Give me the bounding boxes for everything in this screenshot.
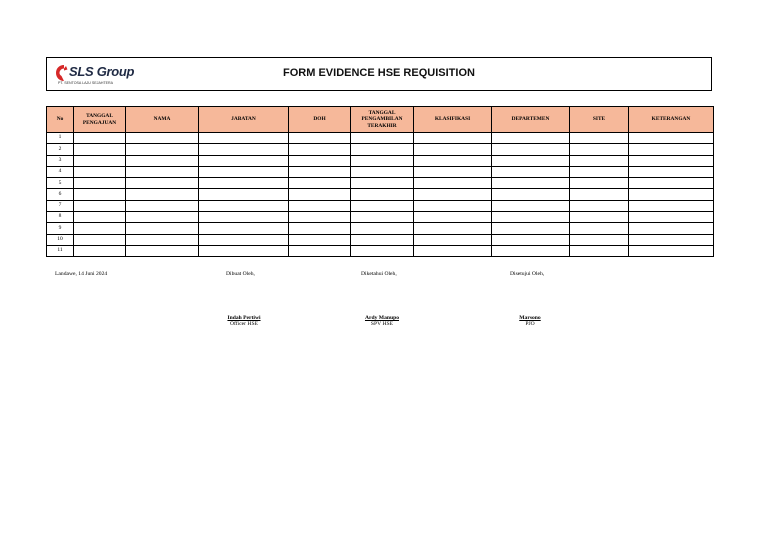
row-number: 5: [47, 178, 74, 189]
table-cell[interactable]: [74, 189, 126, 200]
table-cell[interactable]: [126, 155, 199, 166]
table-cell[interactable]: [199, 234, 289, 245]
table-cell[interactable]: [414, 200, 492, 211]
table-cell[interactable]: [289, 200, 351, 211]
table-cell[interactable]: [492, 144, 570, 155]
table-cell[interactable]: [570, 133, 629, 144]
row-number: 6: [47, 189, 74, 200]
row-number: 4: [47, 166, 74, 177]
table-cell[interactable]: [126, 166, 199, 177]
table-cell[interactable]: [74, 245, 126, 256]
table-cell[interactable]: [289, 144, 351, 155]
approved-by-label: Disetujui Oleh,: [510, 271, 545, 277]
table-cell[interactable]: [492, 234, 570, 245]
table-cell[interactable]: [199, 178, 289, 189]
table-cell[interactable]: [414, 166, 492, 177]
table-cell[interactable]: [570, 189, 629, 200]
logo-text: SLS Group: [69, 64, 135, 79]
table-cell[interactable]: [351, 155, 414, 166]
table-cell[interactable]: [414, 144, 492, 155]
form-header: [46, 57, 712, 91]
signature-approved-by: [500, 315, 560, 327]
table-cell[interactable]: [414, 245, 492, 256]
table-cell[interactable]: [629, 234, 714, 245]
table-cell[interactable]: [126, 144, 199, 155]
logo-subtitle: PT. SENTOSA LAJU SEJAHTERA: [58, 81, 114, 85]
table-cell[interactable]: [351, 223, 414, 234]
column-header: KLASIFIKASI: [414, 107, 492, 133]
table-cell[interactable]: [199, 189, 289, 200]
known-by-label: Diketahui Oleh,: [361, 271, 397, 277]
table-cell[interactable]: [414, 133, 492, 144]
column-header: NAMA: [126, 107, 199, 133]
table-cell[interactable]: [126, 212, 199, 223]
table-cell[interactable]: [570, 234, 629, 245]
table-cell[interactable]: [74, 200, 126, 211]
table-cell[interactable]: [126, 200, 199, 211]
table-row: [47, 155, 714, 166]
table-cell[interactable]: [414, 234, 492, 245]
table-cell[interactable]: [351, 144, 414, 155]
table-cell[interactable]: [414, 189, 492, 200]
row-number: 8: [47, 212, 74, 223]
column-header: TANGGAL PENGAJUAN: [74, 107, 126, 133]
table-cell[interactable]: [629, 166, 714, 177]
row-number: 11: [47, 245, 74, 256]
table-cell[interactable]: [74, 155, 126, 166]
table-cell[interactable]: [289, 245, 351, 256]
column-header: SITE: [570, 107, 629, 133]
table-cell[interactable]: [351, 200, 414, 211]
signature-made-by: [214, 315, 274, 327]
row-number: 7: [47, 200, 74, 211]
table-row: [47, 200, 714, 211]
table-row: [47, 245, 714, 256]
column-header: No: [47, 107, 74, 133]
table-cell[interactable]: [414, 155, 492, 166]
table-cell[interactable]: [289, 223, 351, 234]
table-cell[interactable]: [492, 223, 570, 234]
column-header: DOH: [289, 107, 351, 133]
table-cell[interactable]: [351, 234, 414, 245]
table-cell[interactable]: [74, 178, 126, 189]
table-cell[interactable]: [351, 245, 414, 256]
table-cell[interactable]: [414, 212, 492, 223]
table-row: [47, 234, 714, 245]
known-by-role: SPV HSE: [370, 321, 394, 327]
table-cell[interactable]: [351, 189, 414, 200]
approved-by-name: Marsono: [519, 315, 541, 321]
table-row: [47, 223, 714, 234]
row-number: 9: [47, 223, 74, 234]
column-header: JABATAN: [199, 107, 289, 133]
table-cell[interactable]: [570, 166, 629, 177]
table-cell[interactable]: [492, 245, 570, 256]
table-cell[interactable]: [199, 155, 289, 166]
table-row: [47, 189, 714, 200]
table-cell[interactable]: [74, 234, 126, 245]
table-header-row: [47, 107, 714, 133]
table-cell[interactable]: [199, 245, 289, 256]
column-header: KETERANGAN: [629, 107, 714, 133]
table-cell[interactable]: [492, 189, 570, 200]
table-cell[interactable]: [289, 133, 351, 144]
column-header: TANGGAL PENGAMBILAN TERAKHIR: [351, 107, 414, 133]
table-cell[interactable]: [351, 178, 414, 189]
table-cell[interactable]: [629, 133, 714, 144]
table-cell[interactable]: [629, 245, 714, 256]
table-row: [47, 212, 714, 223]
table-cell[interactable]: [570, 245, 629, 256]
table-cell[interactable]: [351, 212, 414, 223]
made-by-label: Dibuat Oleh,: [226, 271, 255, 277]
table-cell[interactable]: [289, 189, 351, 200]
table-cell[interactable]: [629, 189, 714, 200]
table-cell[interactable]: [351, 166, 414, 177]
table-cell[interactable]: [629, 155, 714, 166]
table-cell[interactable]: [199, 212, 289, 223]
table-row: [47, 166, 714, 177]
row-number: 10: [47, 234, 74, 245]
table-cell[interactable]: [570, 223, 629, 234]
table-cell[interactable]: [74, 133, 126, 144]
table-cell[interactable]: [570, 212, 629, 223]
table-cell[interactable]: [629, 144, 714, 155]
column-header: DEPARTEMEN: [492, 107, 570, 133]
table-cell[interactable]: [492, 155, 570, 166]
table-cell[interactable]: [289, 234, 351, 245]
approved-by-role: PJO: [525, 321, 535, 327]
table-cell[interactable]: [492, 200, 570, 211]
table-body: [47, 133, 714, 257]
table-cell[interactable]: [492, 166, 570, 177]
table-row: [47, 144, 714, 155]
table-cell[interactable]: [570, 155, 629, 166]
requisition-table: [46, 106, 714, 257]
table-cell[interactable]: [289, 166, 351, 177]
table-row: [47, 178, 714, 189]
table-cell[interactable]: [126, 133, 199, 144]
table-cell[interactable]: [414, 223, 492, 234]
place-date: Landawe, 14 Juni 2024: [55, 271, 108, 277]
table-cell[interactable]: [289, 212, 351, 223]
table-cell[interactable]: [74, 144, 126, 155]
table-cell[interactable]: [629, 212, 714, 223]
table-cell[interactable]: [126, 223, 199, 234]
form-title: FORM EVIDENCE HSE REQUISITION: [283, 67, 475, 79]
table-cell[interactable]: [126, 178, 199, 189]
table-cell[interactable]: [74, 212, 126, 223]
table-cell[interactable]: [126, 245, 199, 256]
table-cell[interactable]: [414, 178, 492, 189]
made-by-name: Indah Pertiwi: [227, 315, 261, 321]
table-cell[interactable]: [199, 223, 289, 234]
table-cell[interactable]: [570, 144, 629, 155]
table-cell[interactable]: [570, 200, 629, 211]
table-cell[interactable]: [351, 133, 414, 144]
made-by-role: Officer HSE: [229, 321, 258, 327]
table-cell[interactable]: [629, 200, 714, 211]
table-cell[interactable]: [570, 178, 629, 189]
row-number: 2: [47, 144, 74, 155]
table-cell[interactable]: [492, 133, 570, 144]
table-cell[interactable]: [199, 144, 289, 155]
table-row: [47, 133, 714, 144]
signature-known-by: [352, 315, 412, 327]
table-cell[interactable]: [629, 178, 714, 189]
table-cell[interactable]: [289, 155, 351, 166]
table-cell[interactable]: [199, 200, 289, 211]
row-number: 1: [47, 133, 74, 144]
table-cell[interactable]: [199, 133, 289, 144]
row-number: 3: [47, 155, 74, 166]
table-cell[interactable]: [492, 212, 570, 223]
table-cell[interactable]: [126, 234, 199, 245]
table-cell[interactable]: [492, 178, 570, 189]
table-cell[interactable]: [199, 166, 289, 177]
table-cell[interactable]: [74, 223, 126, 234]
table-cell[interactable]: [126, 189, 199, 200]
table-cell[interactable]: [289, 178, 351, 189]
known-by-name: Ardy Manupo: [364, 315, 400, 321]
table-cell[interactable]: [74, 166, 126, 177]
table-cell[interactable]: [629, 223, 714, 234]
